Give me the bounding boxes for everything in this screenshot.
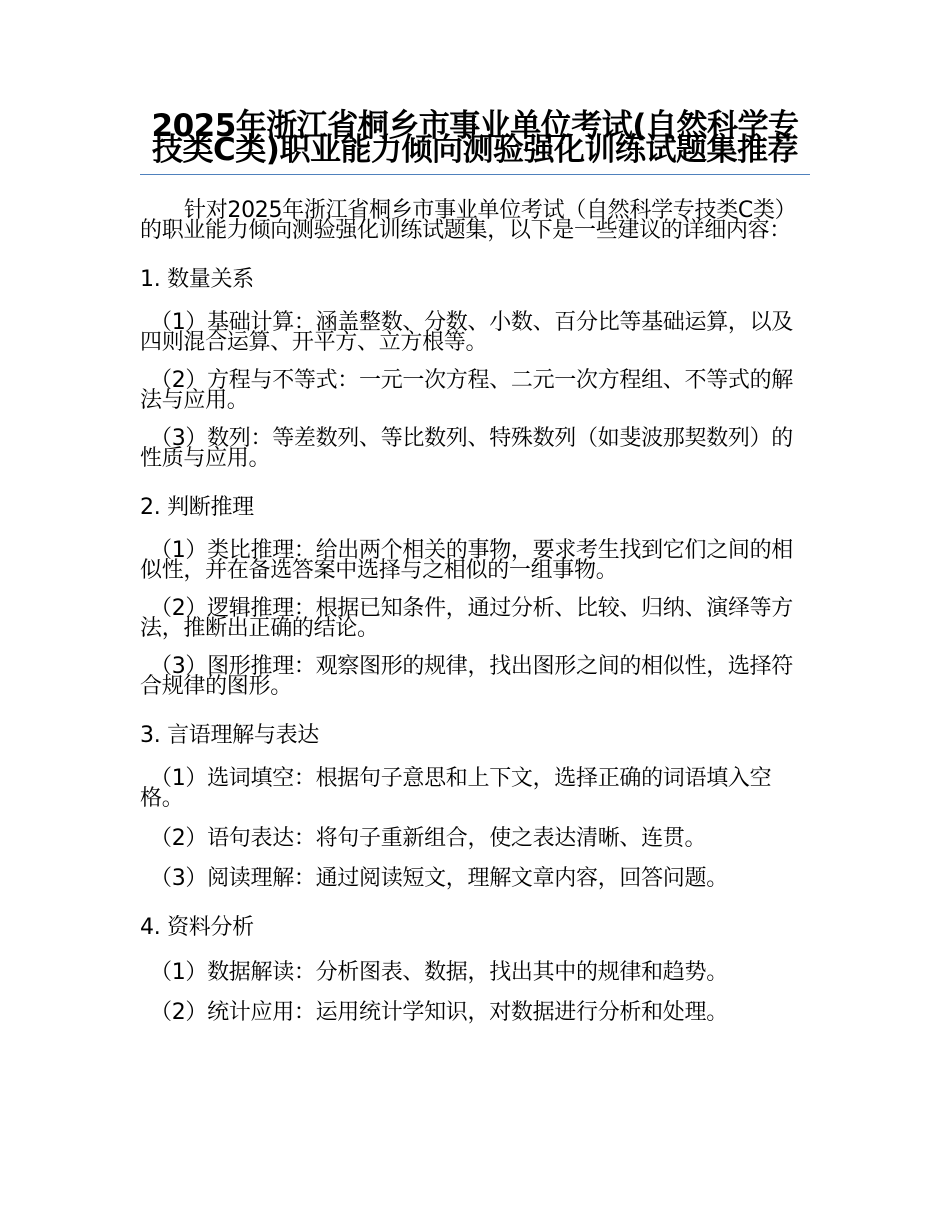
list-item: （1）数据解读：分析图表、数据，找出其中的规律和趋势。 <box>150 960 728 985</box>
list-item: （1）基础计算：涵盖整数、分数、小数、百分比等基础运算，以及四则混合运算、开平方、立方根等。 <box>140 310 793 355</box>
document-page <box>140 100 810 1023</box>
list-item: （1）类比推理：给出两个相关的事物，要求考生找到它们之间的相似性，并在备选答案中选择与之相似的一组事物。 <box>140 538 793 583</box>
section-heading-data-analysis: 4. 资料分析 <box>140 915 254 940</box>
document-title: 2025年浙江省桐乡市事业单位考试(自然科学专技类C类)职业能力倾向测验强化训练试题集推荐 <box>151 108 799 168</box>
list-item: （3）图形推理：观察图形的规律，找出图形之间的相似性，选择符合规律的图形。 <box>140 654 793 699</box>
list-item: （2）方程与不等式：一元一次方程、二元一次方程组、不等式的解法与应用。 <box>140 368 793 413</box>
list-item: （2）统计应用：运用统计学知识，对数据进行分析和处理。 <box>150 1000 728 1025</box>
section-heading-verbal: 3. 言语理解与表达 <box>140 723 319 748</box>
list-item: （3）数列：等差数列、等比数列、特殊数列（如斐波那契数列）的性质与应用。 <box>140 426 793 471</box>
intro-paragraph: 针对2025年浙江省桐乡市事业单位考试（自然科学专技类C类）的职业能力倾向测验强化训练试题集，以下是一些建议的详细内容： <box>140 198 797 243</box>
list-item: （3）阅读理解：通过阅读短文，理解文章内容，回答问题。 <box>150 866 728 891</box>
list-item: （1）选词填空：根据句子意思和上下文，选择正确的词语填入空格。 <box>140 766 772 811</box>
section-heading-quantity: 1. 数量关系 <box>140 267 254 292</box>
list-item: （2）逻辑推理：根据已知条件，通过分析、比较、归纳、演绎等方法，推断出正确的结论。 <box>140 596 793 641</box>
list-item: （2）语句表达：将句子重新组合，使之表达清晰、连贯。 <box>150 826 707 851</box>
title-underline <box>140 174 810 175</box>
section-heading-reasoning: 2. 判断推理 <box>140 495 254 520</box>
